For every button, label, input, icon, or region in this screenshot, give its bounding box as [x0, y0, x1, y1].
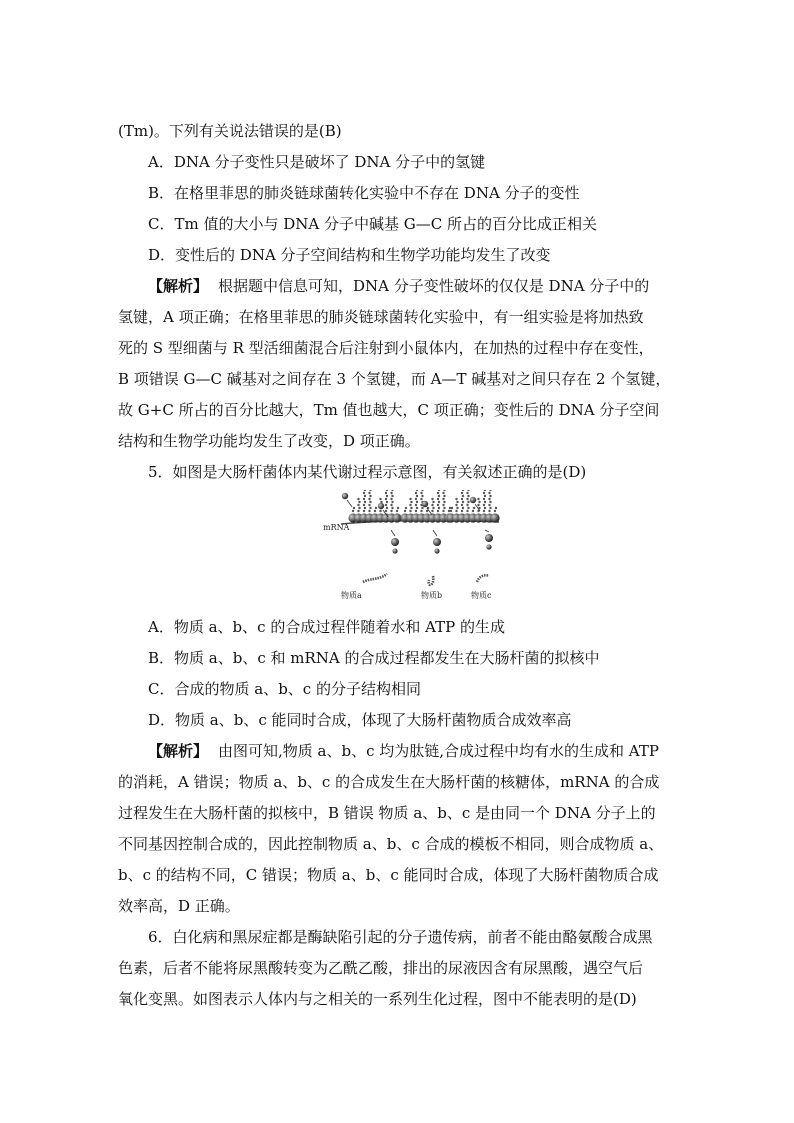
q5-option-d: D．物质 a、b、c 能同时合成，体现了大肠杆菌物质合成效率高 — [148, 711, 572, 729]
peptide-bead — [442, 498, 444, 500]
peptide-bead — [466, 492, 468, 494]
q4-analysis-line-2: 氢键，A 项正确；在格里菲思的肺炎链球菌转化实验中，有一组实验是将加热致 — [118, 308, 644, 326]
peptide-bead — [483, 498, 485, 500]
peptide-bead — [368, 504, 370, 506]
label-substance-b: 物质b — [421, 591, 443, 600]
peptide-bead — [426, 510, 428, 512]
peptide-bead — [396, 510, 398, 512]
peptide-bead — [385, 510, 387, 512]
peptide-bead — [391, 507, 393, 509]
peptide-bead — [386, 495, 388, 497]
peptide-bead — [450, 510, 452, 512]
peptide-bead — [364, 501, 366, 503]
peptide-bead — [357, 510, 359, 512]
peptide-bead — [455, 504, 457, 506]
peptide-bead — [431, 498, 433, 500]
peptide-bead — [467, 490, 469, 491]
peptide-bead — [477, 498, 479, 500]
peptide-bead — [466, 498, 468, 500]
peptide-bead — [462, 495, 464, 497]
q4-option-d: D．变性后的 DNA 分子空间结构和生物学功能均发生了改变 — [148, 246, 551, 264]
peptide-bead — [409, 504, 411, 506]
peptide-bead — [437, 504, 439, 506]
peptide-bead — [409, 510, 411, 512]
peptide-bead — [415, 510, 417, 512]
peptide-bead — [421, 507, 423, 509]
peptide-bead — [484, 490, 486, 491]
peptide-bead — [456, 507, 458, 509]
peptide-bead — [358, 507, 360, 509]
peptide-bead — [364, 490, 366, 491]
peptide-bead — [461, 504, 463, 506]
label-substance-c: 物质c — [471, 591, 492, 600]
mrna-label: mRNA — [323, 523, 350, 532]
peptide-bead — [369, 507, 371, 509]
released-subunit — [391, 538, 399, 546]
peptide-bead — [461, 498, 463, 500]
peptide-bead — [405, 507, 407, 509]
peptide-bead — [443, 490, 445, 491]
peptide-bead — [415, 504, 417, 506]
q5-analysis-line-6: 效率高，D 正确。 — [118, 897, 240, 915]
released-subunit — [434, 548, 439, 553]
peptide-bead — [368, 492, 370, 494]
peptide-bead — [410, 501, 412, 503]
peptide-bead — [489, 490, 491, 491]
peptide-bead — [477, 504, 479, 506]
peptide-bead — [438, 501, 440, 503]
q5-analysis-line-1 — [118, 736, 680, 767]
peptide-bead — [483, 510, 485, 512]
q5-analysis-line-4: 不同基因控制合成的，因此控制物质 a、b、c 合成的模板不相同，则合成物质 a、 — [118, 835, 664, 853]
peptide-bead — [357, 498, 359, 500]
peptide-bead — [438, 490, 440, 491]
peptide-bead — [421, 490, 423, 491]
peptide-bead — [375, 507, 377, 509]
peptide-bead — [494, 510, 496, 512]
released-subunit — [485, 534, 493, 542]
peptide-bead — [352, 510, 354, 512]
peptide-bead — [353, 507, 355, 509]
peptide-bead — [483, 504, 485, 506]
peptide-bead — [438, 495, 440, 497]
peptide-bead — [489, 495, 491, 497]
released-subunit — [392, 548, 397, 553]
peptide-bead — [489, 507, 491, 509]
q6-stem-line-3: 氧化变黑。如图表示人体内与之相关的一系列生化过程，图中不能表明的是(D) — [118, 990, 637, 1008]
peptide-bead — [415, 492, 417, 494]
peptide-b — [429, 576, 434, 585]
peptide-bead — [484, 507, 486, 509]
peptide-bead — [443, 507, 445, 509]
peptide-bead — [431, 504, 433, 506]
peptide-bead — [467, 495, 469, 497]
peptide-bead — [379, 510, 381, 512]
q6-stem-line-1: 6．白化病和黑尿症都是酶缺陷引起的分子遗传病，前者不能由酪氨酸合成黑 — [148, 928, 653, 946]
q5-analysis-label: 【解析】 — [148, 742, 209, 760]
peptide-bead — [369, 501, 371, 503]
peptide-bead — [390, 498, 392, 500]
peptide-bead — [473, 507, 475, 509]
peptide-bead — [390, 504, 392, 506]
peptide-bead — [385, 492, 387, 494]
peptide-bead — [437, 510, 439, 512]
release-arrow — [391, 530, 395, 536]
peptide-bead — [409, 498, 411, 500]
polysome-diagram — [323, 490, 503, 608]
peptide-bead — [385, 498, 387, 500]
peptide-bead — [484, 495, 486, 497]
q4-option-b: B．在格里菲思的肺炎链球菌转化实验中不存在 DNA 分子的变性 — [148, 184, 580, 202]
peptide-bead — [437, 498, 439, 500]
peptide-bead — [456, 501, 458, 503]
peptide-bead — [462, 501, 464, 503]
peptide-bead — [369, 495, 371, 497]
peptide-bead — [488, 510, 490, 512]
peptide-bead — [461, 510, 463, 512]
peptide-bead — [488, 492, 490, 494]
q4-stem-tail: (Tm)。下列有关说法错误的是(B) — [118, 122, 342, 140]
q4-option-c: C．Tm 值的大小与 DNA 分子中碱基 G—C 所占的百分比成正相关 — [148, 215, 597, 233]
peptide-bead — [416, 507, 418, 509]
peptide-bead — [404, 510, 406, 512]
label-substance-a: 物质a — [341, 591, 362, 600]
peptide-bead — [386, 501, 388, 503]
peptide-bead — [421, 495, 423, 497]
peptide-bead — [467, 507, 469, 509]
peptide-bead — [386, 490, 388, 491]
peptide-bead — [420, 498, 422, 500]
trna-ball — [342, 493, 348, 499]
peptide-bead — [368, 498, 370, 500]
peptide-bead — [442, 504, 444, 506]
peptide-bead — [390, 510, 392, 512]
q6-stem-line-2: 色素，后者不能将尿黑酸转变为乙酰乙酸，排出的尿液因含有尿黑酸，遇空气后 — [118, 959, 644, 977]
ribosome-bead — [490, 513, 499, 522]
peptide-bead — [478, 501, 480, 503]
peptide-bead — [358, 501, 360, 503]
peptide-bead — [385, 504, 387, 506]
q4-analysis-text: 根据题中信息可知，DNA 分子变性破坏的仅仅是 DNA 分子中的 — [218, 277, 650, 295]
peptide-bead — [437, 492, 439, 494]
q4-analysis-line-1 — [118, 271, 680, 302]
trna-ball — [470, 497, 476, 503]
peptide-bead — [416, 501, 418, 503]
peptide-bead — [483, 492, 485, 494]
peptide-bead — [410, 507, 412, 509]
q5-analysis-line-3: 过程发生在大肠杆菌的拟核中，B 错误 物质 a、b、c 是由同一个 DNA 分子上的 — [118, 804, 656, 822]
peptide-bead — [415, 498, 417, 500]
peptide-bead — [443, 501, 445, 503]
peptide-bead — [416, 495, 418, 497]
peptide-bead — [462, 490, 464, 491]
peptide-bead — [369, 490, 371, 491]
peptide-bead — [467, 501, 469, 503]
peptide-bead — [391, 490, 393, 491]
peptide-bead — [364, 507, 366, 509]
peptide-a — [363, 574, 387, 582]
q5-analysis-text: 由图可知,物质 a、b、c 均为肽链,合成过程中均有水的生成和 ATP — [218, 742, 659, 760]
peptide-bead — [484, 501, 486, 503]
peptide-bead — [488, 498, 490, 500]
release-arrow — [485, 530, 489, 532]
q4-analysis-label: 【解析】 — [148, 277, 209, 295]
peptide-bead — [379, 498, 381, 500]
peptide-bead — [442, 510, 444, 512]
trna-ball — [378, 503, 384, 509]
peptide-bead — [442, 492, 444, 494]
translation-figure — [118, 490, 680, 608]
peptide-bead — [368, 510, 370, 512]
q4-analysis-line-3: 死的 S 型细菌与 R 型活细菌混合后注射到小鼠体内，在加热的过程中存在变性， — [118, 339, 654, 357]
peptide-bead — [397, 507, 399, 509]
release-arrow — [433, 530, 437, 536]
peptide-bead — [364, 495, 366, 497]
q4-option-a: A．DNA 分子变性只是破坏了 DNA 分子中的氢键 — [148, 153, 486, 171]
peptide-bead — [472, 510, 474, 512]
peptide-bead — [466, 504, 468, 506]
released-subunit — [433, 538, 441, 546]
peptide-bead — [431, 510, 433, 512]
arrow-line — [347, 500, 352, 507]
peptide-bead — [391, 495, 393, 497]
peptide-bead — [455, 510, 457, 512]
q5-stem: 5．如图是大肠杆菌体内某代谢过程示意图，有关叙述正确的是(D) — [148, 463, 587, 481]
peptide-bead — [363, 498, 365, 500]
peptide-bead — [438, 507, 440, 509]
q5-option-b: B．物质 a、b、c 和 mRNA 的合成过程都发生在大肠杆菌的拟核中 — [148, 649, 600, 667]
peptide-c — [477, 575, 489, 582]
peptide-bead — [420, 510, 422, 512]
peptide-bead — [489, 501, 491, 503]
released-subunit — [486, 544, 491, 549]
q4-analysis-line-6: 结构和生物学功能均发生了改变，D 项正确。 — [118, 432, 420, 450]
peptide-bead — [386, 507, 388, 509]
peptide-bead — [363, 492, 365, 494]
peptide-bead — [420, 492, 422, 494]
peptide-bead — [455, 498, 457, 500]
q4-analysis-line-4: B 项错误 G—C 碱基对之间存在 3 个氢键，而 A—T 碱基对之间只存在 2 个氢键， — [118, 370, 671, 388]
peptide-bead — [495, 507, 497, 509]
peptide-bead — [488, 504, 490, 506]
peptide-bead — [461, 492, 463, 494]
ribosome-bead — [392, 513, 401, 522]
peptide-bead — [443, 495, 445, 497]
q5-option-a: A．物质 a、b、c 的合成过程伴随着水和 ATP 的生成 — [148, 618, 505, 636]
peptide-bead — [390, 492, 392, 494]
q5-analysis-line-2: 的消耗，A 错误；物质 a、b、c 的合成发生在大肠杆菌的核糖体，mRNA 的合成 — [118, 773, 660, 791]
peptide-bead — [363, 510, 365, 512]
peptide-bead — [451, 507, 453, 509]
trna-ball — [422, 501, 428, 507]
peptide-bead — [416, 490, 418, 491]
peptide-bead — [391, 501, 393, 503]
q5-option-c: C．合成的物质 a、b、c 的分子结构相同 — [148, 680, 421, 698]
peptide-bead — [466, 510, 468, 512]
document-page — [118, 116, 680, 1015]
peptide-bead — [462, 507, 464, 509]
q4-analysis-line-5: 故 G+C 所占的百分比越大，Tm 值也越大，C 项正确；变性后的 DNA 分子空间 — [118, 401, 660, 419]
peptide-bead — [374, 510, 376, 512]
peptide-bead — [357, 504, 359, 506]
q5-analysis-line-5: b、c 的结构不同，C 错误；物质 a、b、c 能同时合成，体现了大肠杆菌物质合成 — [118, 866, 659, 884]
peptide-bead — [432, 507, 434, 509]
peptide-bead — [432, 501, 434, 503]
peptide-bead — [363, 504, 365, 506]
